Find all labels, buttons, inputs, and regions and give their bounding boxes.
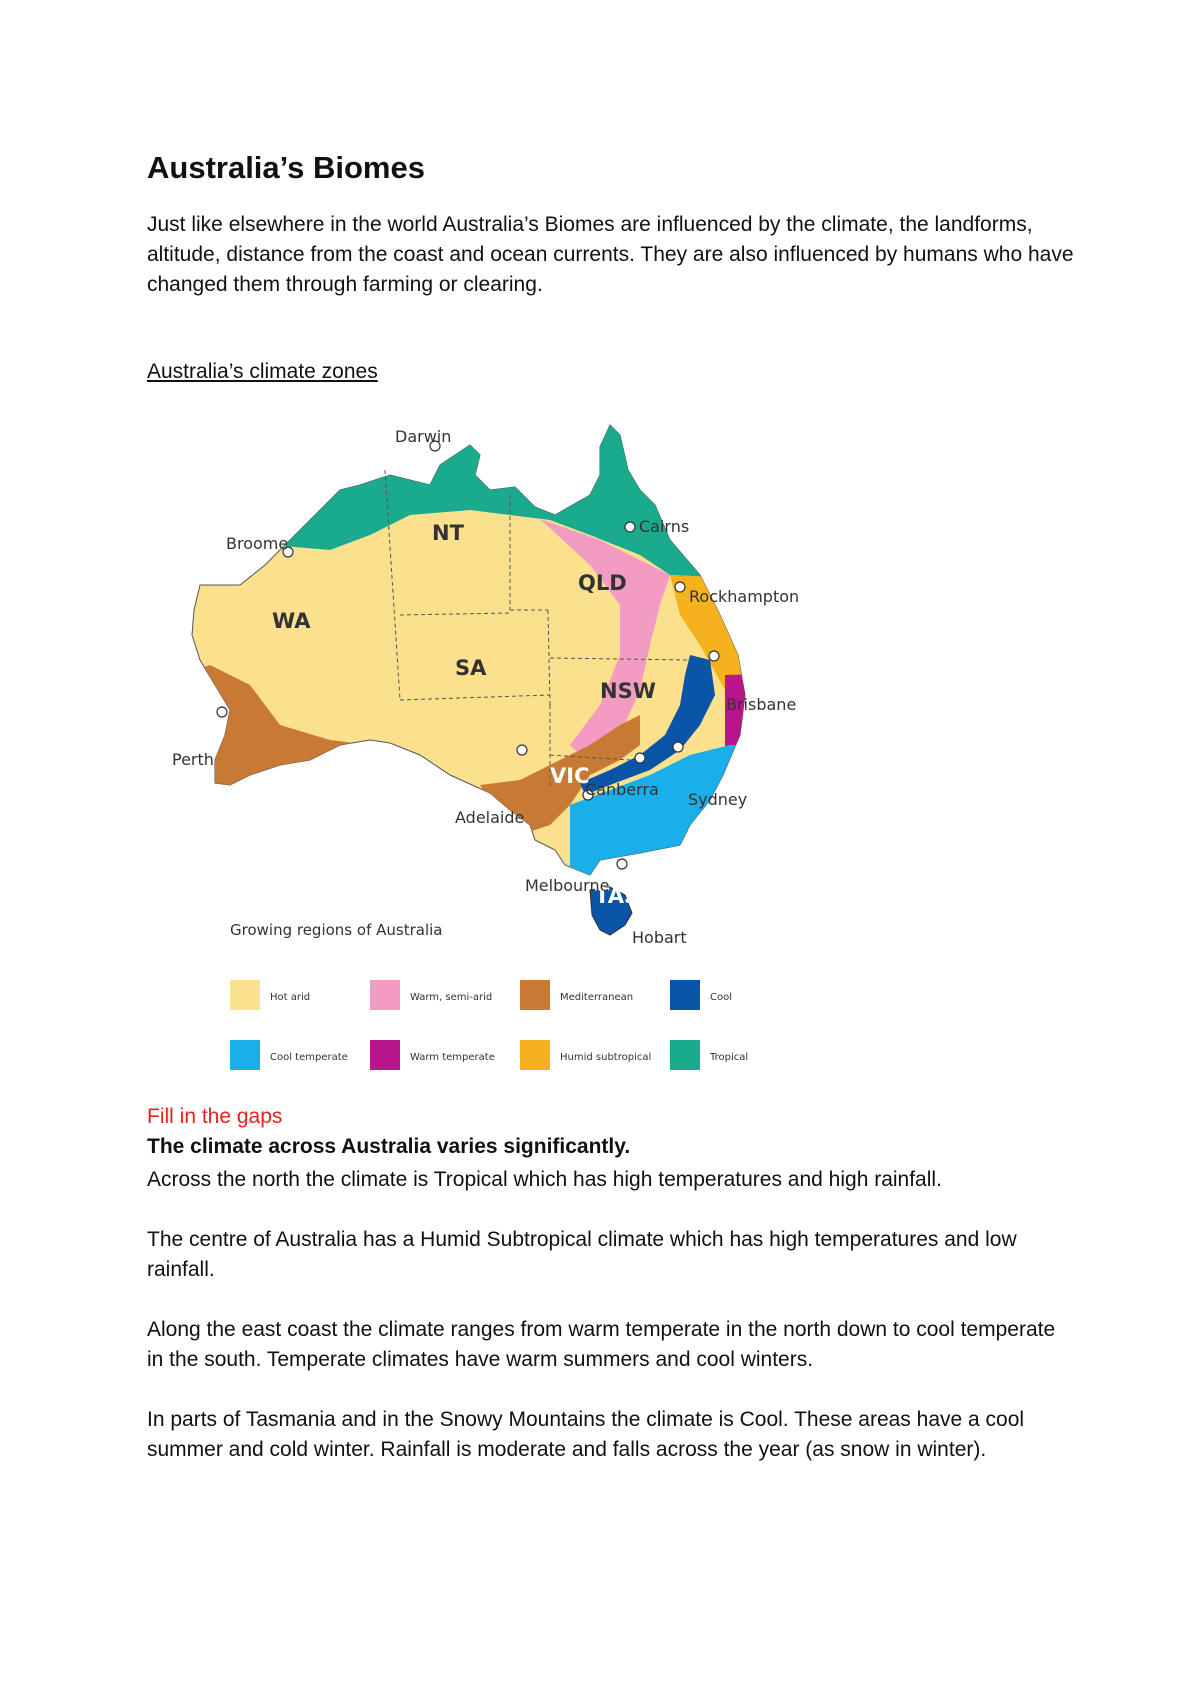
city-label-cairns: Cairns (639, 517, 690, 536)
legend-label-cool-temperate: Cool temperate (270, 1052, 348, 1063)
city-label-perth: Perth (172, 750, 214, 769)
legend-swatch-humid-subtropical (520, 1040, 550, 1070)
city-marker-canberra (635, 753, 645, 763)
legend-label-mediterranean: Mediterranean (560, 992, 634, 1003)
legend-swatch-cool-temperate (230, 1040, 260, 1070)
city-label-broome: Broome (226, 534, 289, 553)
city-marker-rockhampton (675, 582, 685, 592)
legend-swatch-warm-semi-arid (370, 980, 400, 1010)
city-label-canberra: Canberra (585, 780, 659, 799)
bold-statement: The climate across Australia varies significantly. (147, 1135, 631, 1158)
legend-swatch-hot-arid (230, 980, 260, 1010)
legend-swatch-mediterranean (520, 980, 550, 1010)
climate-zones-map (170, 415, 890, 1080)
city-label-darwin: Darwin (395, 427, 452, 446)
paragraph-tasmania: In parts of Tasmania and in the Snowy Mountains the climate is Cool. These areas have a cool summer and cold winter. Rainfall is moderate and falls across the year (as snow in winter). (147, 1408, 1025, 1461)
paragraph-north: Across the north the climate is Tropical which has high temperatures and high rainfall. (147, 1168, 942, 1191)
city-label-sydney: Sydney (688, 790, 748, 809)
legend-label-warm-semi-arid: Warm, semi-arid (410, 992, 493, 1003)
city-label-brisbane: Brisbane (726, 695, 797, 714)
state-label-wa: WA (272, 609, 311, 633)
intro-paragraph: Just like elsewhere in the world Australia’s Biomes are influenced by the climate, the landforms, altitude, distance from the coast and ocean currents. They are also influenced by humans who have changed them through farming or clearing. (147, 213, 1074, 296)
state-label-nt: NT (432, 521, 464, 545)
legend-label-hot-arid: Hot arid (270, 992, 311, 1003)
legend-swatch-tropical (670, 1040, 700, 1070)
legend (230, 980, 748, 1070)
city-label-rockhampton: Rockhampton (689, 587, 800, 606)
legend-label-tropical: Tropical (710, 1052, 749, 1063)
city-label-melbourne: Melbourne (525, 876, 610, 895)
state-label-nsw: NSW (600, 679, 656, 703)
paragraph-east-coast: Along the east coast the climate ranges from warm temperate in the north down to cool temperate in the south. Temperate climates have warm summers and cool winters. (147, 1318, 1056, 1371)
city-marker-hobart (617, 859, 627, 869)
legend-swatch-cool (670, 980, 700, 1010)
paragraph-centre: The centre of Australia has a Humid Subtropical climate which has high temperatures and low rainfall. (147, 1228, 1017, 1281)
legend-label-humid-subtropical: Humid subtropical (560, 1052, 652, 1063)
city-marker-adelaide (517, 745, 527, 755)
legend-label-warm-temperate: Warm temperate (410, 1052, 495, 1063)
city-marker-sydney (673, 742, 683, 752)
state-label-sa: SA (455, 656, 487, 680)
city-marker-cairns (625, 522, 635, 532)
map-heading: Australia’s climate zones (147, 360, 378, 383)
state-label-tas: TAS (595, 884, 640, 908)
page-title: Australia’s Biomes (147, 150, 425, 185)
legend-label-cool: Cool (710, 992, 732, 1003)
legend-title: Growing regions of Australia (230, 921, 443, 939)
city-label-hobart: Hobart (632, 928, 687, 947)
fill-gaps-label: Fill in the gaps (147, 1105, 283, 1128)
state-label-qld: QLD (578, 571, 627, 595)
legend-swatch-warm-temperate (370, 1040, 400, 1070)
state-label-vic: VIC (550, 764, 590, 788)
city-marker-perth (217, 707, 227, 717)
city-marker-brisbane (709, 651, 719, 661)
city-label-adelaide: Adelaide (455, 808, 525, 827)
